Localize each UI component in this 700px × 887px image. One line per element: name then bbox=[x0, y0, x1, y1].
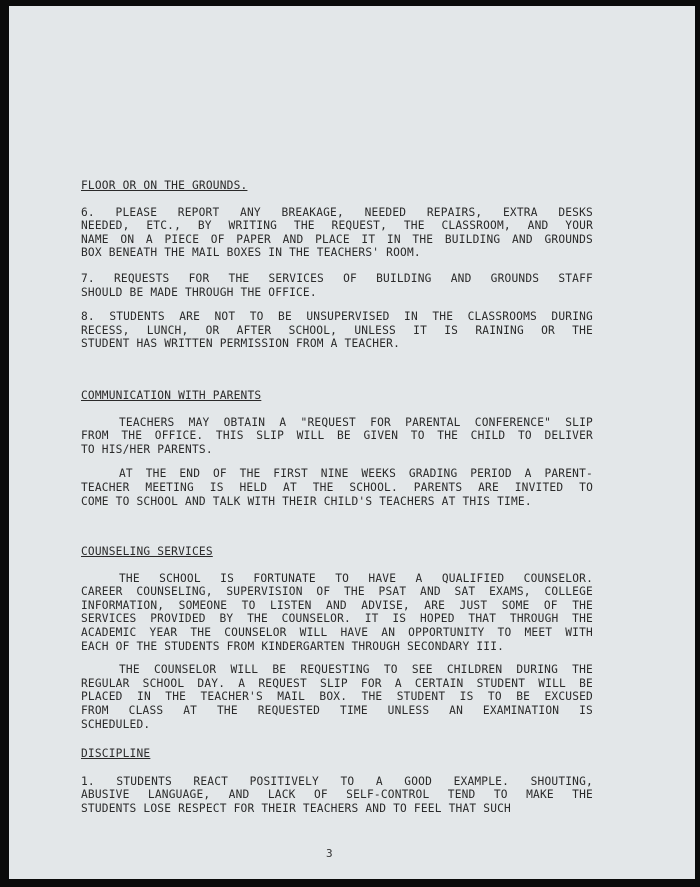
text-line: PLACED IN THE TEACHER'S MAIL BOX. THE STUDENT IS TO BE EXCUSED bbox=[81, 690, 593, 704]
text-line: TO HIS/HER PARENTS. bbox=[81, 442, 213, 456]
text-line: FROM THE OFFICE. THIS SLIP WILL BE GIVEN TO THE CHILD TO DELIVER bbox=[81, 429, 593, 443]
text-line: FROM CLASS AT THE REQUESTED TIME UNLESS AN EXAMINATION IS bbox=[81, 704, 593, 718]
text-line: TEACHERS MAY OBTAIN A "REQUEST FOR PARENTAL CONFERENCE" SLIP bbox=[119, 415, 593, 429]
text-line: ABUSIVE LANGUAGE, AND LACK OF SELF-CONTROL TEND TO MAKE THE bbox=[81, 788, 593, 802]
text-line: 1. STUDENTS REACT POSITIVELY TO A GOOD EXAMPLE. SHOUTING, bbox=[81, 774, 593, 788]
text-line: INFORMATION, SOMEONE TO LISTEN AND ADVISE, ARE JUST SOME OF THE bbox=[81, 598, 593, 612]
text-line: STUDENT HAS WRITTEN PERMISSION FROM A TEACHER. bbox=[81, 337, 401, 351]
text-line: NAME ON A PIECE OF PAPER AND PLACE IT IN THE BUILDING AND GROUNDS bbox=[81, 232, 593, 246]
text-line: STUDENTS LOSE RESPECT FOR THEIR TEACHERS AND TO FEEL THAT SUCH bbox=[81, 802, 511, 815]
text-line: THE COUNSELOR WILL BE REQUESTING TO SEE CHILDREN DURING THE bbox=[119, 663, 593, 677]
text-line: CAREER COUNSELING, SUPERVISION OF THE PSAT AND SAT EXAMS, COLLEGE bbox=[81, 585, 593, 599]
text-line: SERVICES PROVIDED BY THE COUNSELOR. IT IS HOPED THAT THROUGH THE bbox=[81, 612, 593, 626]
text-line: THE SCHOOL IS FORTUNATE TO HAVE A QUALIFIED COUNSELOR. bbox=[119, 571, 593, 585]
paragraph-discipline-1 bbox=[81, 775, 593, 816]
section-heading-floor: FLOOR OR ON THE GROUNDS. bbox=[81, 179, 248, 192]
section-heading-discipline: DISCIPLINE bbox=[81, 747, 151, 761]
section-heading-counseling: COUNSELING SERVICES bbox=[81, 545, 213, 559]
section-heading-communication: COMMUNICATION WITH PARENTS bbox=[81, 388, 262, 402]
page-number: 3 bbox=[326, 847, 333, 860]
text-line: COME TO SCHOOL AND TALK WITH THEIR CHILD'S TEACHERS AT THIS TIME. bbox=[81, 494, 532, 508]
paragraph-communication-2 bbox=[81, 467, 593, 508]
document-body bbox=[81, 179, 593, 816]
paragraph-6 bbox=[81, 206, 593, 260]
text-line: SHOULD BE MADE THROUGH THE OFFICE. bbox=[81, 285, 317, 299]
paragraph-communication-1 bbox=[81, 416, 593, 457]
text-line: REGULAR SCHOOL DAY. A REQUEST SLIP FOR A CERTAIN STUDENT WILL BE bbox=[81, 676, 593, 690]
text-line: AT THE END OF THE FIRST NINE WEEKS GRADING PERIOD A PARENT- bbox=[119, 467, 593, 481]
paragraph-7 bbox=[81, 272, 593, 299]
text-line: 6. PLEASE REPORT ANY BREAKAGE, NEEDED REPAIRS, EXTRA DESKS bbox=[81, 205, 593, 219]
text-line: RECESS, LUNCH, OR AFTER SCHOOL, UNLESS IT IS RAINING OR THE bbox=[81, 323, 593, 337]
text-line: ACADEMIC YEAR THE COUNSELOR WILL HAVE AN OPPORTUNITY TO MEET WITH bbox=[81, 626, 593, 640]
paragraph-8 bbox=[81, 310, 593, 351]
text-line: TEACHER MEETING IS HELD AT THE SCHOOL. PARENTS ARE INVITED TO bbox=[81, 480, 593, 494]
text-line: SCHEDULED. bbox=[81, 717, 151, 731]
text-line: EACH OF THE STUDENTS FROM KINDERGARTEN THROUGH SECONDARY III. bbox=[81, 639, 505, 653]
text-line: 7. REQUESTS FOR THE SERVICES OF BUILDING AND GROUNDS STAFF bbox=[81, 271, 593, 285]
text-line: BOX BENEATH THE MAIL BOXES IN THE TEACHERS' ROOM. bbox=[81, 246, 421, 260]
text-line: NEEDED, ETC., BY WRITING THE REQUEST, THE CLASSROOM, AND YOUR bbox=[81, 219, 593, 233]
text-line: 8. STUDENTS ARE NOT TO BE UNSUPERVISED IN THE CLASSROOMS DURING bbox=[81, 310, 593, 324]
paragraph-counseling-1 bbox=[81, 572, 593, 654]
paragraph-counseling-2 bbox=[81, 663, 593, 731]
